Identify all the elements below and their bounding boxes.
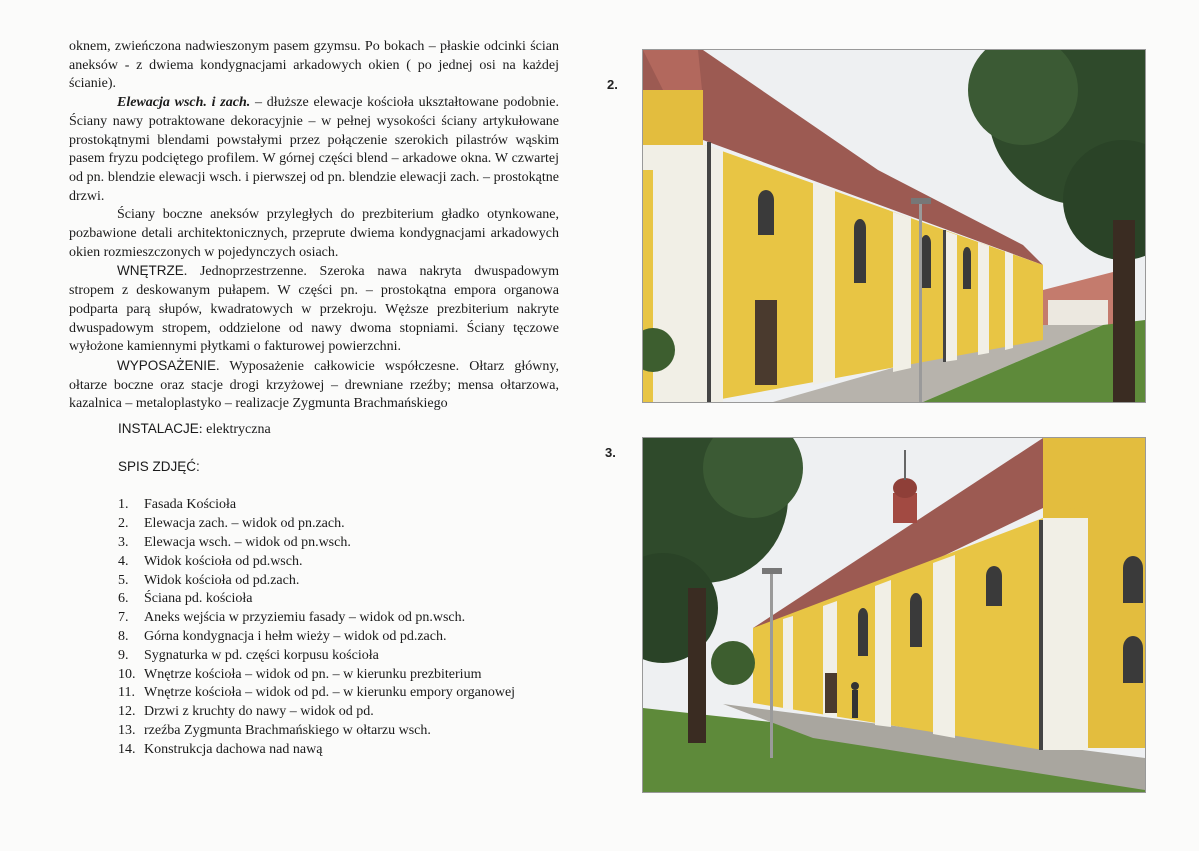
- paragraph-facade-end: oknem, zwieńczona nadwieszonym pasem gzymsu. Po bokach – płaskie odcinki ścian aneksów - z dwiema kondygnacjami arkadowych okien ( po jednej osi na każdej ścianie).: [69, 39, 559, 92]
- list-item-text: Elewacja wsch. – widok od pn.wsch.: [144, 535, 351, 551]
- list-item-text: Widok kościoła od pd.wsch.: [144, 553, 303, 569]
- list-item-number: 8.: [118, 629, 129, 645]
- furnishings-text: . Wyposażenie całkowicie współczesne. Ołtarz główny, ołtarze boczne oraz stacje drogi krzyżowej – drewniane rzeźby; mensa ołtarzowa, kazalnica – metaloplastyko – realizacje Zygmunta Brachmańskiego: [69, 358, 559, 412]
- figure-2-number: 2.: [607, 77, 618, 92]
- paragraph-annex-walls: Ściany boczne aneksów przyległych do prezbiterium gładko otynkowane, pozbawione detali architektonicznych, przeprute dwiema kondygnacjami arkadowych okien rozmieszczonych w pojedynczych osiach.: [69, 207, 559, 260]
- list-item-number: 4.: [118, 553, 129, 569]
- elevations-text: – dłuższe elewacje kościoła ukształtowane podobnie. Ściany nawy potraktowane dekoracyjnie – w pełnej wysokości ściany artykułowane prostokątnymi blendami powstałymi przez połączenie szerokich pilastrów wąskim pasem fryzu podciętego profilem. W górnej części blend – arkadowe okna. W czwartej od pn. blendzie elewacji wsch. i pierwszej od pn. blendzie elewacji zach. – prostokątne drzwi.: [69, 95, 559, 204]
- list-item: [118, 590, 559, 609]
- list-item-number: 2.: [118, 516, 129, 532]
- photo-list: [69, 496, 559, 759]
- list-item: [118, 741, 559, 760]
- list-item: [118, 722, 559, 741]
- list-item-number: 11.: [118, 685, 135, 701]
- list-item-number: 7.: [118, 610, 129, 626]
- furnishings-heading: WYPOSAŻENIE: [117, 357, 217, 373]
- list-item-number: 12.: [118, 704, 136, 720]
- list-item-text: Sygnaturka w pd. części korpusu kościoła: [144, 647, 379, 663]
- list-item: [118, 515, 559, 534]
- church-photo-east-elevation: [642, 437, 1146, 793]
- paragraph-furnishings: [69, 357, 559, 414]
- list-item-number: 5.: [118, 572, 129, 588]
- list-item-number: 1.: [118, 497, 129, 513]
- list-item-number: 3.: [118, 535, 129, 551]
- list-item-text: Drzwi z kruchty do nawy – widok od pd.: [144, 704, 374, 720]
- list-item-text: Konstrukcja dachowa nad nawą: [144, 741, 323, 757]
- list-item: [118, 666, 559, 685]
- list-item: [118, 553, 559, 572]
- interior-heading: WNĘTRZE: [117, 263, 184, 279]
- body-text-column: [69, 38, 559, 760]
- church-photo-west-elevation: [642, 49, 1146, 403]
- installations-heading: INSTALACJE: [118, 421, 199, 437]
- list-item-text: rzeźba Zygmunta Brachmańskiego w ołtarzu wsch.: [144, 723, 431, 739]
- list-item-text: Aneks wejścia w przyziemiu fasady – widok od pn.wsch.: [144, 610, 466, 626]
- list-item: [118, 684, 559, 703]
- list-item-number: 6.: [118, 591, 129, 607]
- elevations-heading: Elewacja wsch. i zach.: [117, 95, 251, 111]
- list-item-text: Elewacja zach. – widok od pn.zach.: [144, 516, 345, 532]
- list-item: [118, 609, 559, 628]
- list-item-text: Wnętrze kościoła – widok od pd. – w kierunku empory organowej: [144, 685, 516, 701]
- list-item-text: Górna kondygnacja i hełm wieży – widok od pd.zach.: [144, 629, 447, 645]
- list-item-number: 13.: [118, 723, 136, 739]
- list-item-number: 14.: [118, 741, 136, 757]
- list-item-number: 10.: [118, 666, 136, 682]
- list-item: [118, 647, 559, 666]
- list-item-text: Ściana pd. kościoła: [144, 591, 253, 607]
- paragraph-interior: [69, 262, 559, 357]
- list-item: [118, 496, 559, 515]
- list-item-number: 9.: [118, 647, 129, 663]
- list-item-text: Wnętrze kościoła – widok od pn. – w kierunku prezbiterium: [144, 666, 482, 682]
- figure-3-number: 3.: [605, 445, 616, 460]
- installations-line: [69, 420, 559, 440]
- list-item: [118, 534, 559, 553]
- list-item: [118, 628, 559, 647]
- interior-text: . Jednoprzestrzenne. Szeroka nawa nakryta dwuspadowym stropem z deskowanym pułapem. W części pn. – prostokątna empora organowa podparta parą słupów, kwadratowych w przekroju. Węższe prezbiterium nakryte dwuspadowym stropem, oddzielone od nawy dwoma stopniami. Ściany tęczowe wyłożone kamiennymi płytkami o fakturowej powierzchni.: [69, 264, 559, 355]
- list-item-text: Fasada Kościoła: [144, 497, 237, 513]
- list-item-text: Widok kościoła od pd.zach.: [144, 572, 300, 588]
- installations-text: : elektryczna: [198, 422, 271, 438]
- list-item: [118, 572, 559, 591]
- paragraph-elevations: [69, 94, 559, 206]
- photo-list-heading: SPIS ZDJĘĆ:: [118, 458, 200, 474]
- list-item: [118, 703, 559, 722]
